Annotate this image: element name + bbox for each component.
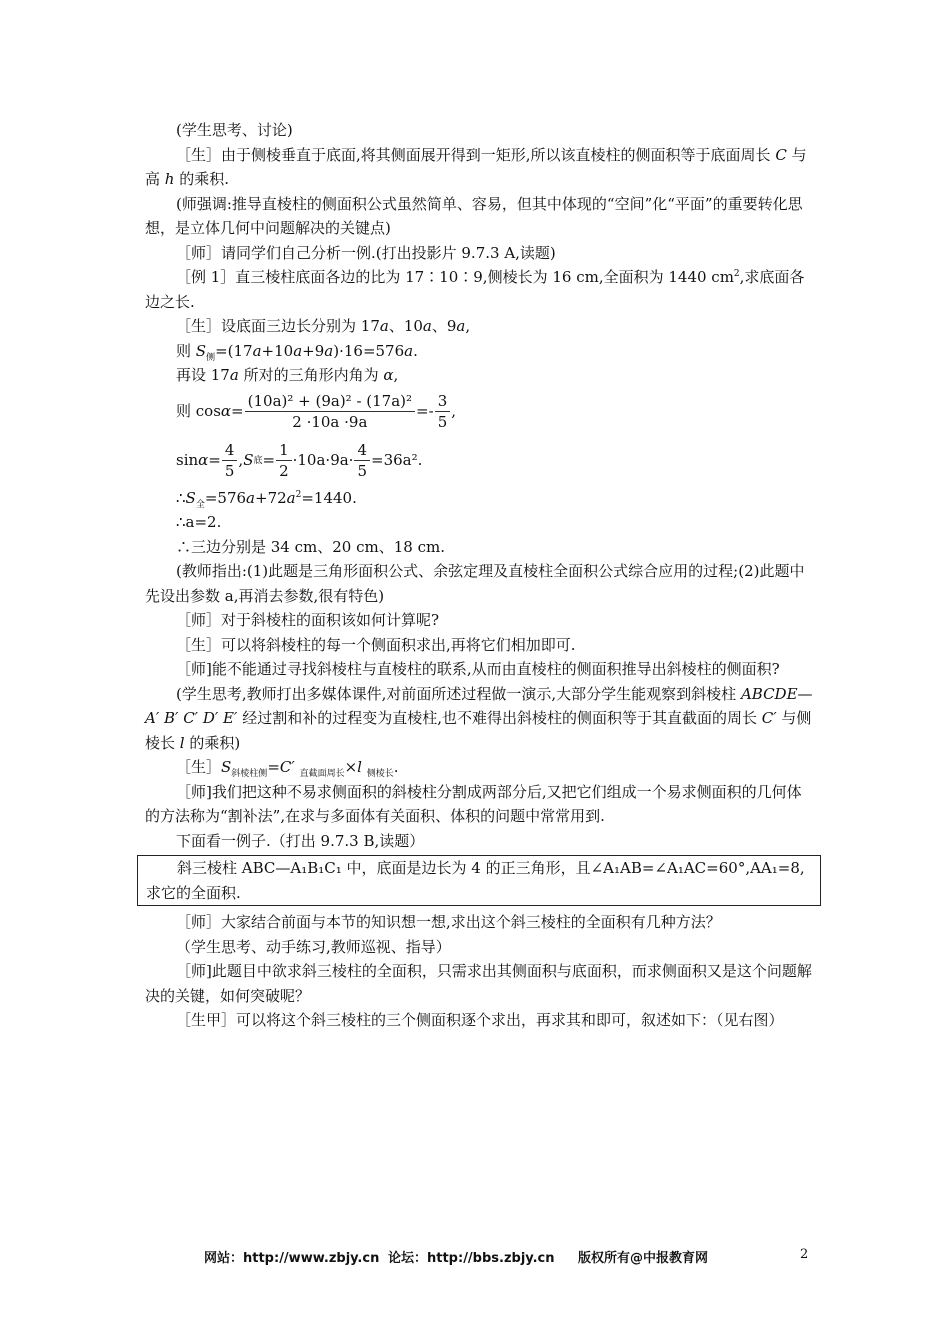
paragraph: ［师］对于斜棱柱的面积该如何计算呢? — [176, 611, 440, 629]
fraction: $\frac{1}{2}$ — [276, 440, 292, 481]
paragraph: 下面看一例子.（打出 9.7.3 B,读题） — [176, 831, 425, 850]
page-footer — [0, 1247, 950, 1267]
fraction: $\frac{4}{5}$ — [222, 440, 238, 481]
fraction: $\frac{3}{5}$ — [435, 391, 451, 432]
paragraph: ［师]我们把这种不易求侧面积的斜棱柱分割成两部分后,又把它们组成一个易求侧面积的几何体的方法称为“割补法”,在求与多面体有关面积、体积的问题中常常用到. — [145, 782, 802, 825]
footer-website: 网站：http://www.zbjy.cn — [204, 1251, 380, 1266]
problem-box — [137, 855, 821, 906]
paragraph: ∴三边分别是 34 cm、20 cm、18 cm. — [176, 537, 445, 556]
paragraph: ［师］大家结合前面与本节的知识想一想,求出这个斜三棱柱的全面积有几种方法？ — [176, 913, 721, 931]
paragraph: (学生思考、讨论) — [176, 121, 293, 139]
document-body — [145, 118, 813, 1033]
paragraph: ［生甲］可以将这个斜三棱柱的三个侧面积逐个求出，再求其和即可，叙述如下：（见右图） — [176, 1011, 784, 1029]
equation-line: ∴a=2. — [176, 513, 222, 531]
fraction: $\frac{\text{(10a)² + (9a)² - (17a)²}}{2 \cdot 10a \cdot 9a}$ — [245, 391, 415, 432]
paragraph: (学生思考,教师打出多媒体课件,对前面所述过程做一演示,大部分学生能观察到斜棱柱 ABCDE—A′ B′ C′ D′ E′ 经过割和补的过程变为直棱柱,也不难得出斜棱柱的侧面积等于其直截面的周长 C′ 与侧棱长 l 的乘积) — [145, 684, 813, 752]
equation-line: ［生$]S_{斜棱柱侧}=C'$ $_{直截面周长}$×l $_{侧棱长}$. — [176, 758, 399, 779]
paragraph: ［生］由于侧棱垂直于底面,将其侧面展开得到一矩形,所以该直棱柱的侧面积等于底面周长 C 与高 h 的乘积. — [145, 145, 807, 188]
paragraph: (教师指出:(1)此题是三角形面积公式、余弦定理及直棱柱全面积公式综合应用的过程;(2)此题中先设出参数 a,再消去参数,很有特色) — [145, 562, 805, 605]
paragraph: ［师]能不能通过寻找斜棱柱与直棱柱的联系,从而由直棱柱的侧面积推导出斜棱柱的侧面积? — [176, 660, 780, 678]
paragraph: ［生］设底面三边长分别为 17a、10a、9a, — [176, 317, 471, 335]
equation-line: $\therefore S_全=576a+72a^2=1440$. — [176, 488, 357, 510]
paragraph: （学生思考、动手练习,教师巡视、指导） — [176, 937, 451, 956]
fraction: $\frac{4}{5}$ — [354, 440, 370, 481]
footer-copyright: 版权所有@中报教育网 — [578, 1251, 709, 1266]
paragraph: ［例 1］直三棱柱底面各边的比为 17∶10∶9,侧棱长为 16 cm,全面积为 1440 $cm^2$,求底面各边之长. — [145, 268, 805, 311]
paragraph: (师强调:推导直棱柱的侧面积公式虽然简单、容易，但其中体现的“空间”化“平面”的重要转化思想，是立体几何中问题解决的关键点) — [145, 194, 803, 237]
paragraph: ［师］请同学们自己分析一例.(打出投影片 9.7.3 A,读题) — [176, 243, 556, 262]
paragraph: ［师]此题目中欲求斜三棱柱的全面积，只需求出其侧面积与底面积，而求侧面积又是这个问题解决的关键，如何突破呢？ — [145, 962, 812, 1005]
cosine-formula: 则 cos α = $\frac{\text{(10a)² + (9a)² - (17a)²}}{2 \cdot 10a \cdot 9a}$ =- $\frac{3}{5}$ , — [176, 392, 457, 431]
sine-formula: sin α = $\frac{4}{5}$ , S 底 = $\frac{1}{2}$ ·10a·9a· $\frac{4}{5}$ =36a². — [176, 441, 423, 480]
problem-text: 斜三棱柱 ABC—A₁B₁C₁ 中，底面是边长为 4 的正三角形，且∠A₁AB=∠A₁AC=60°,AA₁=8,求它的全面积. — [146, 859, 805, 902]
equation-line: 则 $S_侧=(17a+10a+9a)\cdot 16=576a$. — [176, 341, 418, 363]
page-number: 2 — [800, 1247, 809, 1262]
paragraph: ［生］可以将斜棱柱的每一个侧面积求出,再将它们相加即可. — [176, 635, 576, 654]
footer-forum: 论坛：http://bbs.zbjy.cn — [388, 1251, 555, 1266]
paragraph: 再设 17a 所对的三角形内角为 α, — [176, 366, 399, 384]
